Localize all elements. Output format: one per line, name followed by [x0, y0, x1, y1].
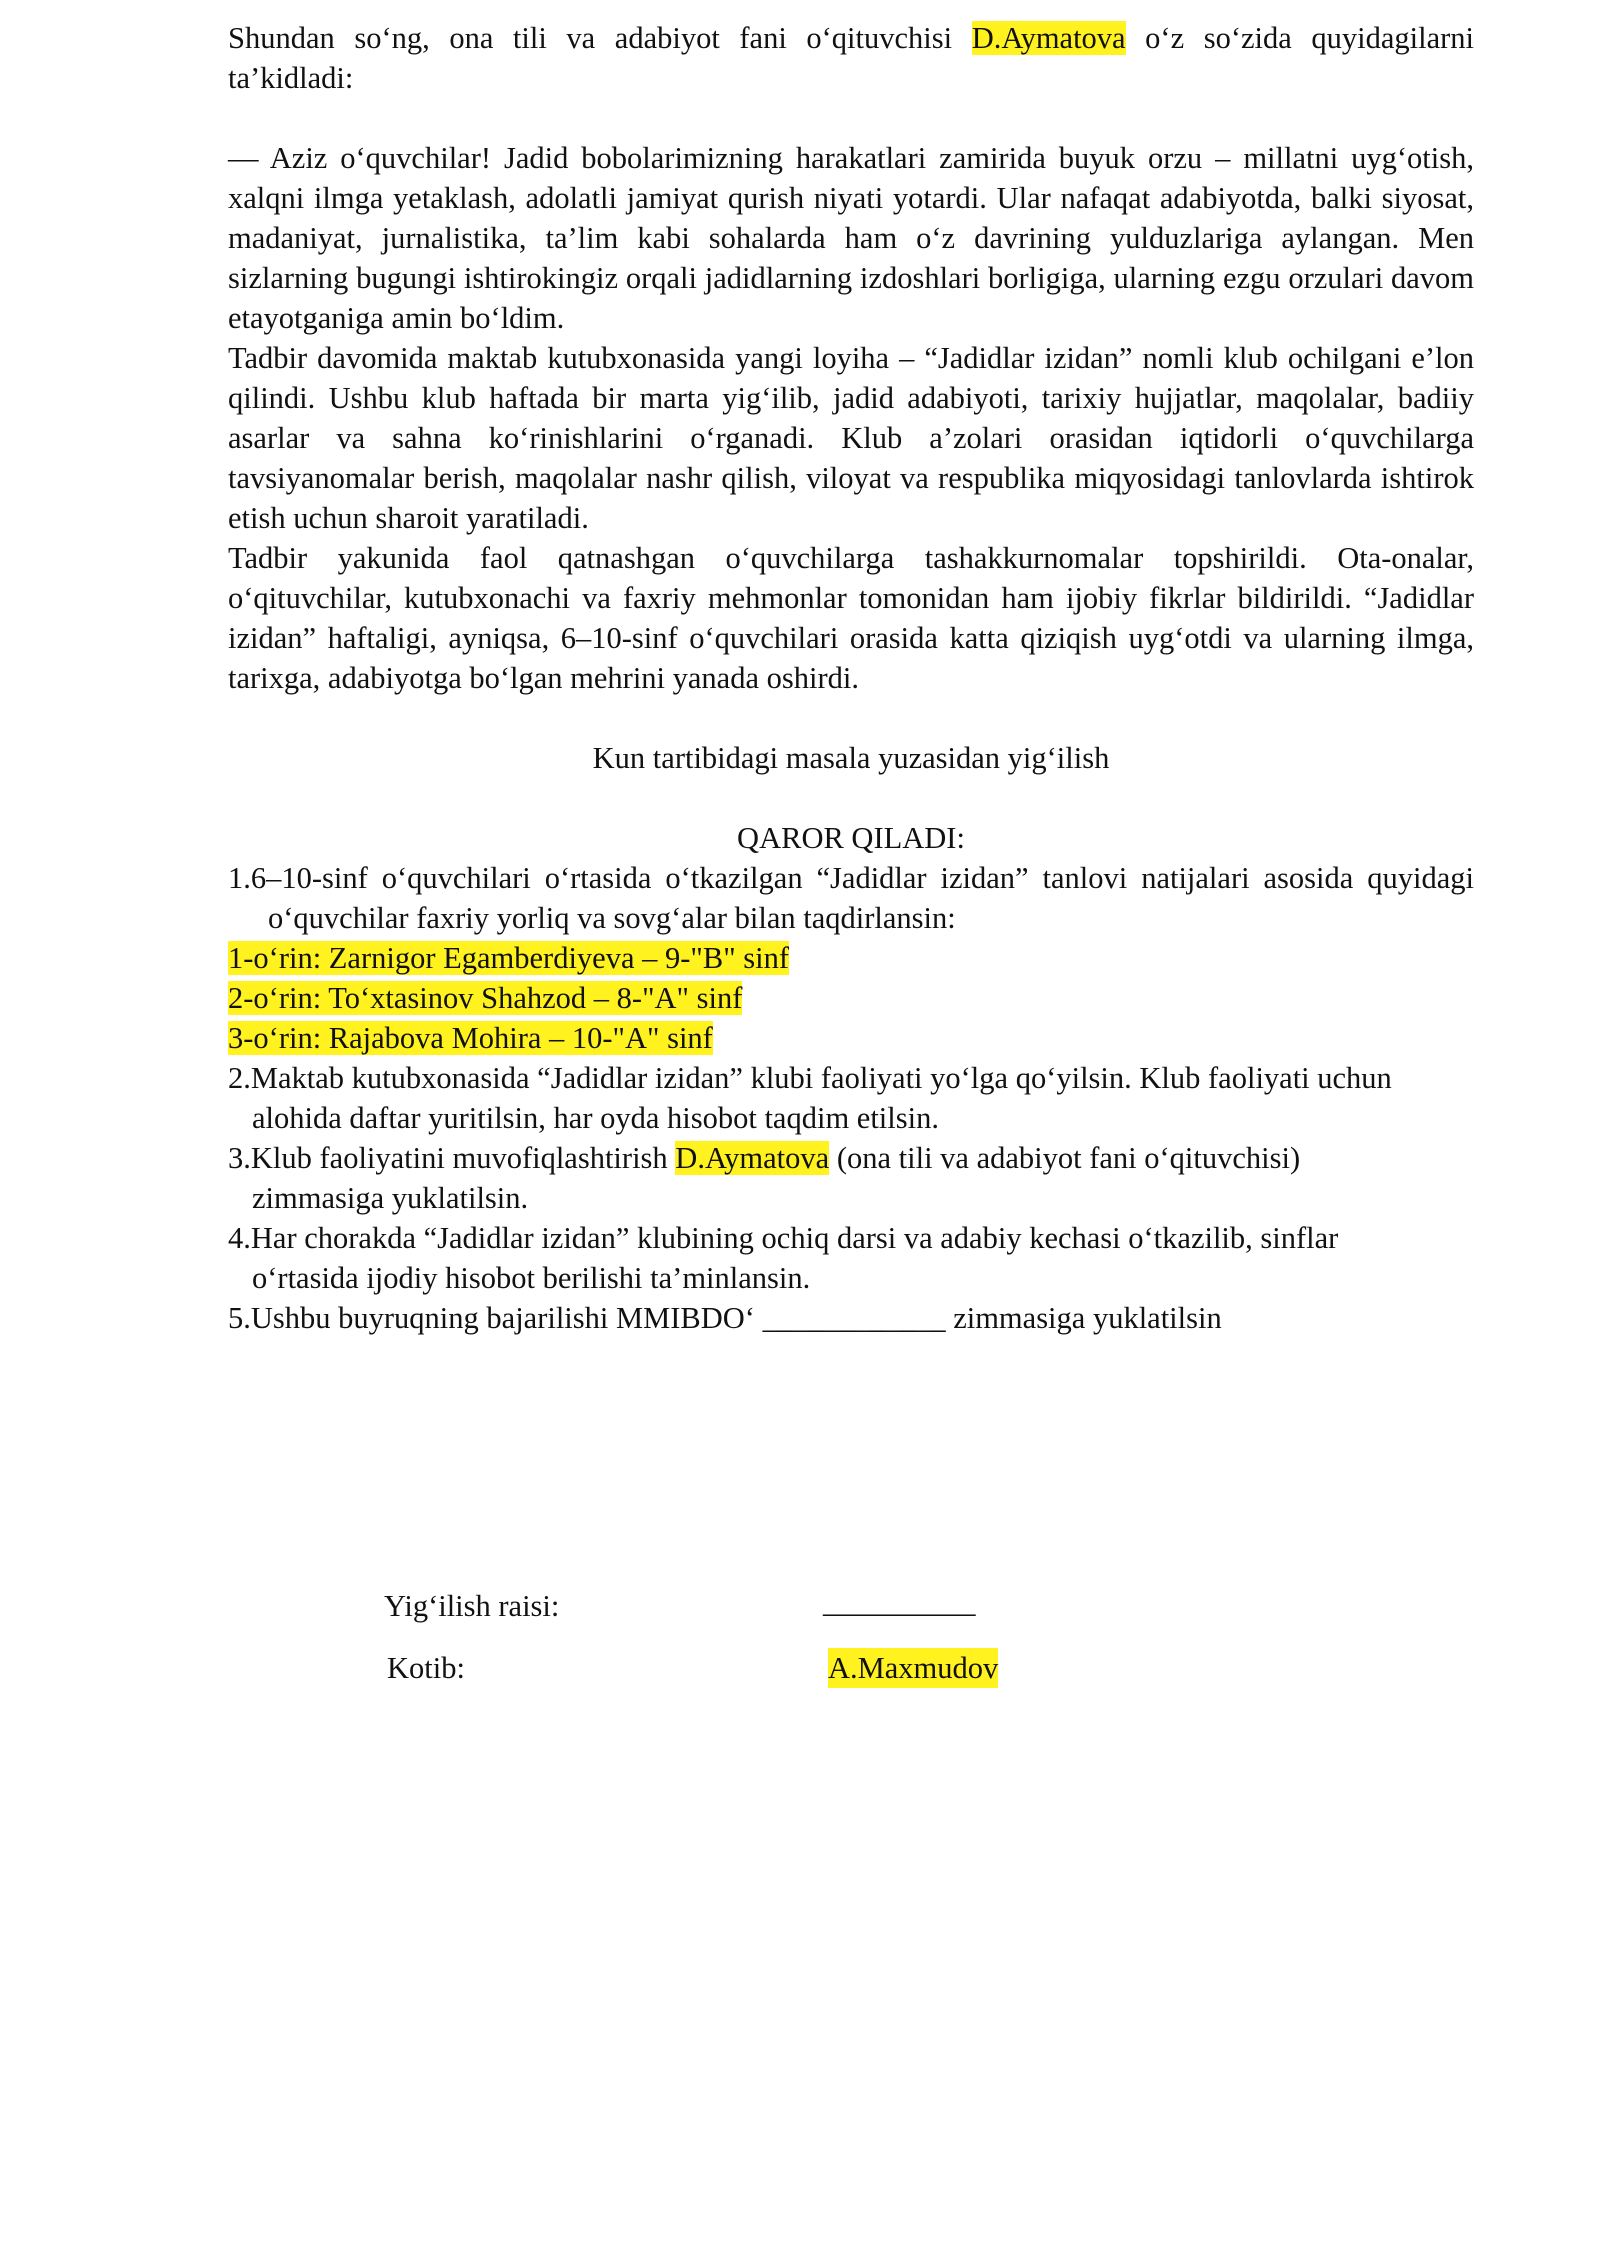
- intro-text-after: o‘z so‘zida quyidagilarni ta’kidladi:: [228, 21, 1474, 95]
- winner-line-3: [228, 1018, 1474, 1058]
- decision-item-4: 4.Har chorakda “Jadidlar izidan” klubining ochiq darsi va adabiy kechasi o‘tkazilib, sinflar o‘rtasida ijodiy hisobot berilishi ta’minlansin.: [228, 1221, 1339, 1295]
- chair-signature-line: __________: [823, 1585, 976, 1619]
- winner-line-1: [228, 938, 1474, 978]
- item3-text-after: (ona tili va adabiyot fani o‘qituvchisi) zimmasiga yuklatilsin.: [252, 1141, 1301, 1215]
- speech-paragraph: — Aziz o‘quvchilar! Jadid bobolarimizning harakatlari zamirida buyuk orzu – millatni uyg‘otish, xalqni ilmga yetaklash, adolatli jamiyat qurish niyati yotardi. Ular nafaqat adabiyotda, balki siyosat, madaniyat, jurnalistika, ta’lim kabi sohalarda ham o‘z davrining yulduzlariga aylangan. Men sizlarning bugungi ishtirokingiz orqali jadidlarning izdoshlari borligiga, ularning ezgu orzulari davom etayotganiga amin bo‘ldim.: [228, 141, 1474, 335]
- decision-heading: QAROR QILADI:: [737, 821, 965, 855]
- secretary-label: Kotib:: [387, 1651, 465, 1685]
- teacher-name-highlight: D.Aymatova: [971, 21, 1126, 55]
- intro-paragraph: [228, 18, 1474, 98]
- decision-item-2: 2.Maktab kutubxonasida “Jadidlar izidan” klubi faoliyati yo‘lga qo‘yilsin. Klub faoliyati uchun alohida daftar yuritilsin, har oyda hisobot taqdim etilsin.: [228, 1061, 1392, 1135]
- secretary-name-highlight: A.Maxmudov: [828, 1648, 998, 1688]
- spacer: [228, 698, 1474, 738]
- coordinator-name-highlight: D.Aymatova: [675, 1141, 830, 1175]
- winner-3: 3-o‘rin: Rajabova Mohira – 10-"A" sinf: [228, 1021, 713, 1055]
- decision-item-3: [228, 1138, 1432, 1218]
- spacer: [228, 98, 1474, 138]
- winner-1: 1-o‘rin: Zarnigor Egamberdiyeva – 9-"B" sinf: [228, 941, 790, 975]
- item3-text-before: 3.Klub faoliyatini muvofiqlashtirish: [228, 1141, 676, 1175]
- decision-item-1: 1.6–10-sinf o‘quvchilari o‘rtasida o‘tkazilgan “Jadidlar izidan” tanlovi natijalari asosida quyidagi o‘quvchilar faxriy yorliq va sovg‘alar bilan taqdirlansin:: [228, 861, 1474, 935]
- document-body: [228, 18, 1474, 1338]
- winner-2: 2-o‘rin: To‘xtasinov Shahzod – 8-"A" sinf: [228, 981, 743, 1015]
- chair-label: Yig‘ilish raisi:: [384, 1589, 560, 1623]
- club-paragraph: Tadbir davomida maktab kutubxonasida yangi loyiha – “Jadidlar izidan” nomli klub ochilgani e’lon qilindi. Ushbu klub haftada bir marta yig‘ilib, jadid adabiyoti, tarixiy hujjatlar, maqolalar, badiiy asarlar va sahna ko‘rinishlarini o‘rganadi. Klub a’zolari orasidan iqtidorli o‘quvchilarga tavsiyanomalar berish, maqolalar nashr qilish, viloyat va respublika miqyosidagi tanlovlarda ishtirok etish uchun sharoit yaratiladi.: [228, 341, 1474, 535]
- winner-line-2: [228, 978, 1474, 1018]
- intro-text-before: Shundan so‘ng, ona tili va adabiyot fani o‘qituvchisi: [228, 21, 972, 55]
- spacer: [228, 778, 1474, 818]
- closing-paragraph: Tadbir yakunida faol qatnashgan o‘quvchilarga tashakkurnomalar topshirildi. Ota-onalar, o‘qituvchilar, kutubxonachi va faxriy mehmonlar tomonidan ham ijobiy fikrlar bildirildi. “Jadidlar izidan” haftaligi, ayniqsa, 6–10-sinf o‘quvchilari orasida katta qiziqish uyg‘otdi va ularning ilmga, tarixga, adabiyotga bo‘lgan mehrini yanada oshirdi.: [228, 541, 1474, 695]
- agenda-heading: Kun tartibidagi masala yuzasidan yig‘ilish: [592, 741, 1110, 775]
- decision-item-5: 5.Ushbu buyruqning bajarilishi MMIBDO‘ ____________ zimmasiga yuklatilsin: [228, 1301, 1222, 1335]
